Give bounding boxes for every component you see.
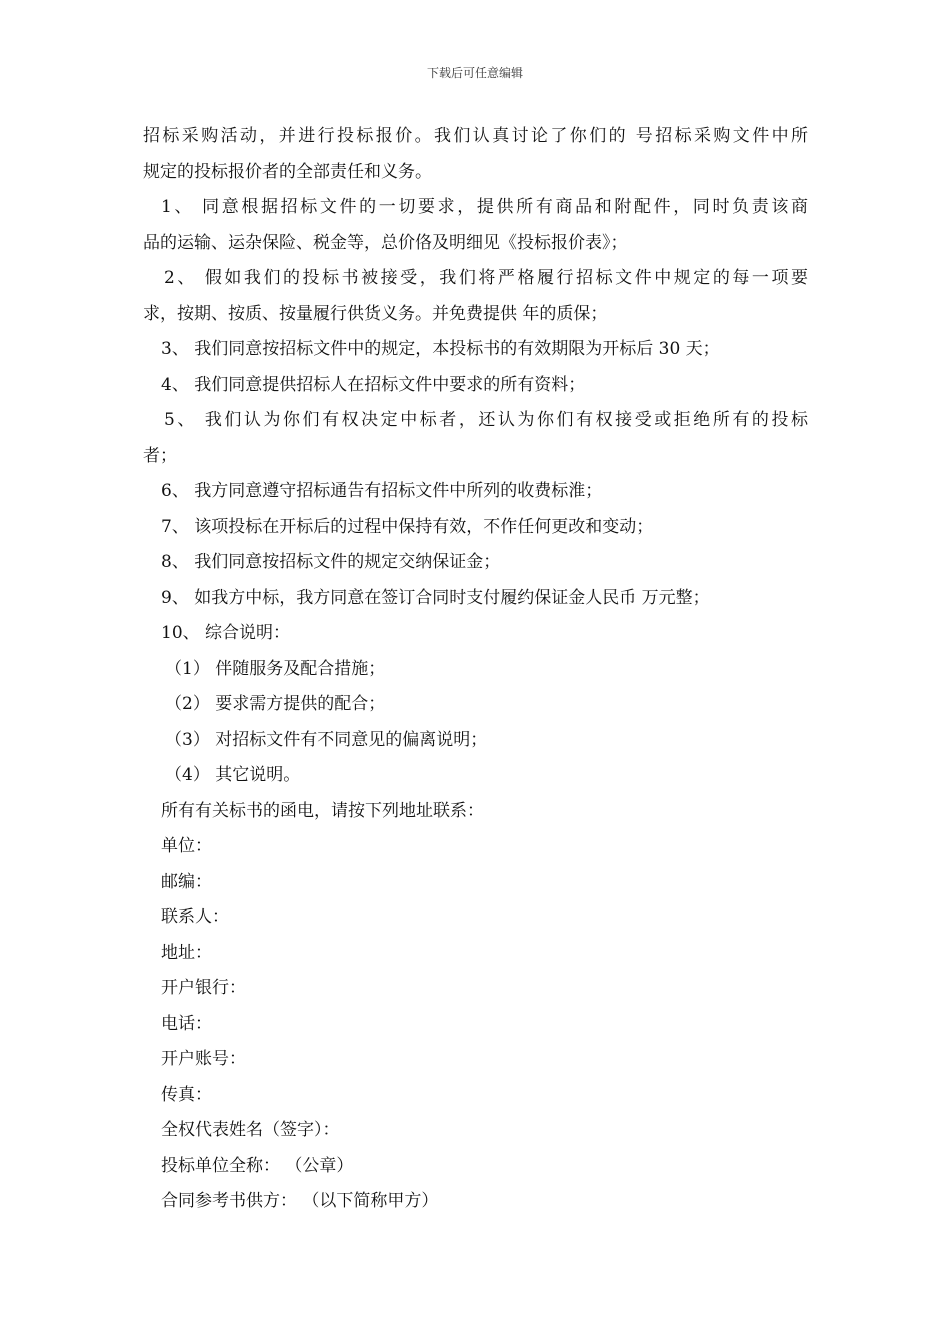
clause-3: 3、 我们同意按招标文件中的规定，本投标书的有效期限为开标后 30 天； <box>161 339 720 359</box>
page-header: 下载后可任意编辑 <box>426 66 523 80</box>
field-postcode: 邮编： <box>161 871 212 892</box>
clause-9: 9、 如我方中标，我方同意在签订合同时支付履约保证金人民币 万元整； <box>161 587 710 608</box>
sub-item-1: （1） 伴随服务及配合措施； <box>165 658 386 679</box>
field-account: 开户账号： <box>161 1049 246 1069</box>
clause-1: 1、 同意根据招标文件的一切要求，提供所有商品和附配件，同时负责该商 <box>161 197 808 217</box>
field-phone: 电话： <box>161 1013 212 1034</box>
sub-item-2: （2） 要求需方提供的配合； <box>165 694 386 714</box>
field-contract-party: 合同参考书供方： （以下简称甲方） <box>161 1191 439 1211</box>
clause-6: 6、 我方同意遵守招标通告有招标文件中所列的收费标淮； <box>161 481 603 501</box>
field-bank: 开户银行： <box>161 978 246 998</box>
clause-2: 2、 假如我们的投标书被接受，我们将严格履行招标文件中规定的每一项要 <box>164 268 808 288</box>
clause-7: 7、 该项投标在开标后的过程中保持有效，不作任何更改和变动； <box>161 516 654 537</box>
clause-8: 8、 我们同意按招标文件的规定交纳保证金； <box>161 552 501 572</box>
clause-10: 10、 综合说明： <box>161 623 291 643</box>
document-body <box>143 119 808 1220</box>
field-fax: 传真： <box>161 1084 212 1105</box>
paragraph-line: 招标采购活动，并进行投标报价。我们认真讨论了你们的 号招标采购文件中所 <box>143 126 808 146</box>
clause-4: 4、 我们同意提供招标人在招标文件中要求的所有资料； <box>161 374 586 395</box>
sub-item-4: （4） 其它说明。 <box>165 765 301 785</box>
contact-intro: 所有有关标书的函电，请按下列地址联系： <box>161 800 484 821</box>
field-address: 地址： <box>161 942 212 963</box>
paragraph-line: 者； <box>143 445 177 466</box>
sub-item-3: （3） 对招标文件有不同意见的偏离说明； <box>165 729 488 750</box>
paragraph-line: 规定的投标报价者的全部责任和义务。 <box>143 161 432 182</box>
paragraph-line: 品的运输、运杂保险、税金等，总价佫及明细见《投标报价表》； <box>143 232 628 253</box>
paragraph-line: 求，按期、按质、按量履行供货义务。并免费提供 年的质保； <box>143 303 608 324</box>
field-contact-person: 联系人： <box>161 907 229 927</box>
field-bidder-name: 投标单位全称： （公章） <box>161 1155 354 1176</box>
field-unit: 单位： <box>161 836 212 856</box>
field-representative: 全权代表姓名（签字）： <box>161 1120 340 1140</box>
clause-5: 5、 我们认为你们有权决定中标者，还认为你们有权接受或拒绝所有的投标 <box>164 410 808 430</box>
